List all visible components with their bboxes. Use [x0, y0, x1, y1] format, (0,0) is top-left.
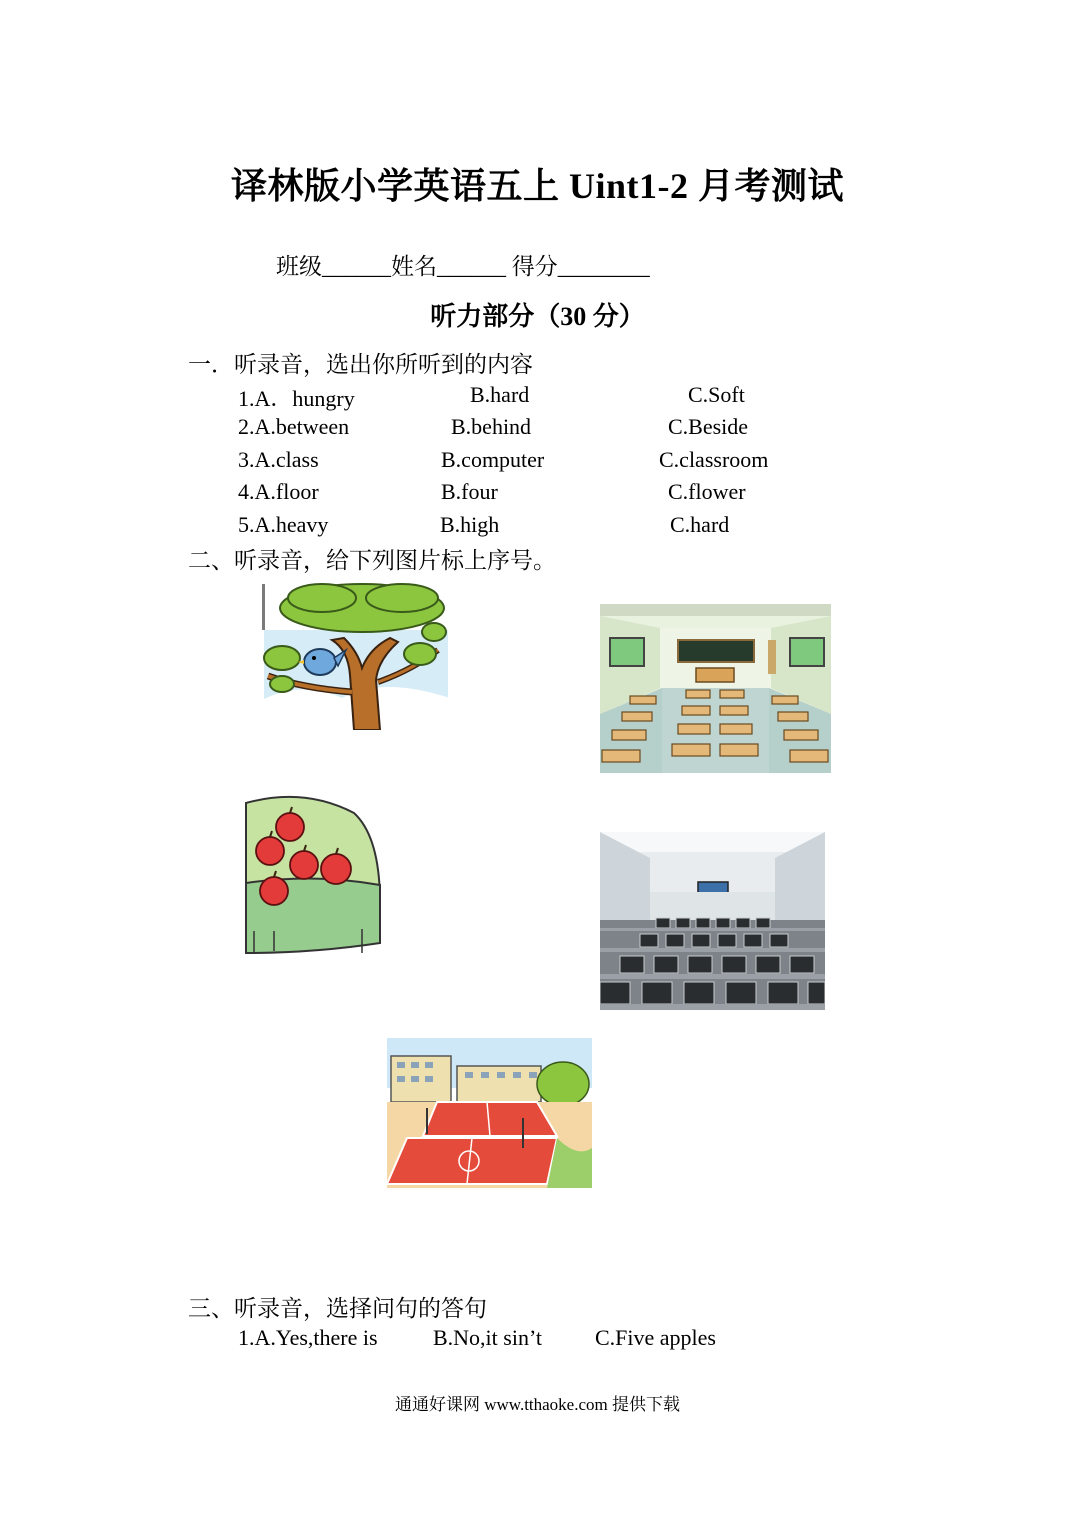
q1-option: 2.A.between	[238, 414, 350, 439]
page-footer: 通通好课网 www.tthaoke.com 提供下载	[394, 1395, 681, 1414]
q1-option: 3.A.class	[238, 447, 319, 472]
playground-icon	[387, 1038, 592, 1188]
student-info-line: 班级______姓名______ 得分________	[276, 254, 650, 279]
q1-option: C.flower	[668, 479, 746, 504]
q1-option: B.high	[440, 512, 500, 537]
bird-in-tree-icon	[262, 580, 450, 730]
q1-option: B.computer	[441, 447, 545, 472]
listening-section-header: 听力部分（30 分）	[430, 302, 645, 331]
q1-option: C.classroom	[659, 447, 769, 472]
q1-option: C.hard	[670, 512, 730, 537]
q1-option: B.four	[441, 479, 498, 504]
q1-option: C.Beside	[668, 414, 749, 439]
q1-option: 1.A．hungry	[238, 386, 355, 411]
page-title: 译林版小学英语五上 Uint1-2 月考测试	[231, 166, 844, 206]
q1-option: B.behind	[451, 414, 532, 439]
q1-option: 4.A.floor	[238, 479, 319, 504]
computer-room-icon	[600, 832, 825, 1010]
q1-option: C.Soft	[688, 382, 745, 407]
q3-option: C.Five apples	[595, 1325, 716, 1350]
q3-option: 1.A.Yes,there is	[238, 1325, 378, 1350]
q1-option: 5.A.heavy	[238, 512, 329, 537]
question-1-heading: 一．听录音，选出你所听到的内容	[188, 352, 533, 377]
q1-option: B.hard	[470, 382, 530, 407]
classroom-icon	[600, 604, 831, 773]
question-2-heading: 二、听录音，给下列图片标上序号。	[188, 548, 556, 573]
q3-option: B.No,it sin’t	[433, 1325, 543, 1350]
apples-on-table-icon	[244, 793, 382, 956]
question-3-heading: 三、听录音，选择问句的答句	[188, 1296, 487, 1321]
